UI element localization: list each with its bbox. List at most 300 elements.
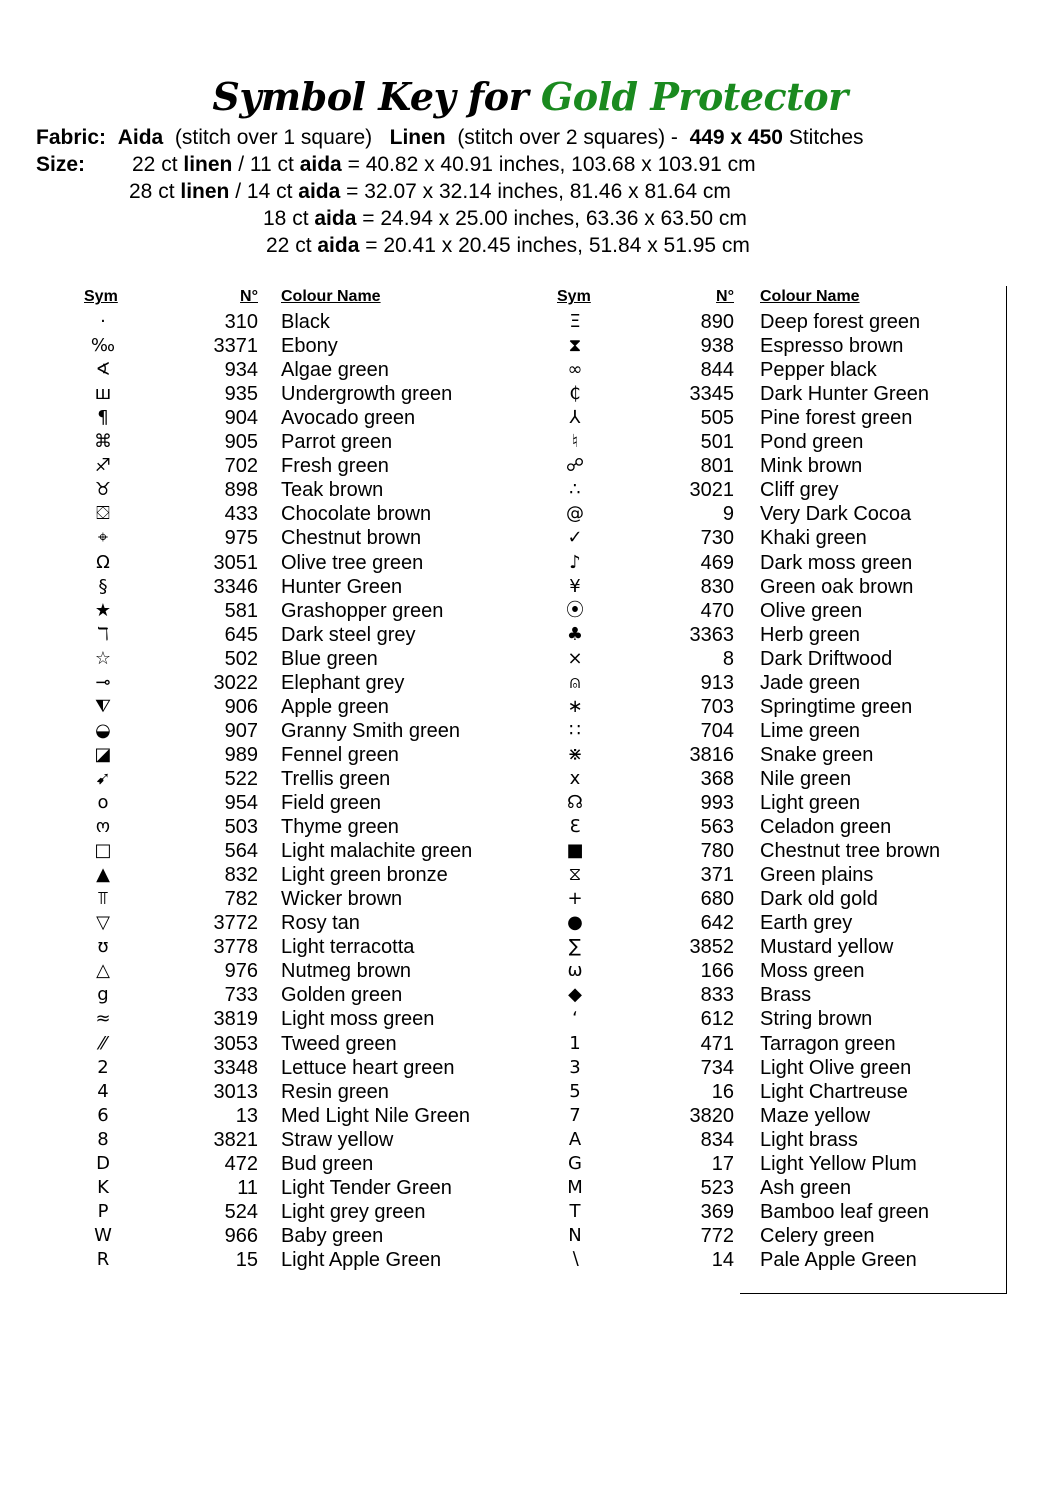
symbol-glyph: ☍ [565, 455, 585, 477]
thread-number: 3021 [689, 479, 734, 502]
header-name-left: Colour Name [281, 288, 381, 305]
thread-number: 834 [700, 1128, 734, 1151]
symbol-glyph: ‰ [90, 335, 116, 357]
colour-name: Tarragon green [760, 1032, 896, 1055]
table-row [0, 406, 1060, 430]
colour-name: Pale Apple Green [760, 1248, 917, 1271]
symbol-glyph: ∢ [95, 359, 111, 381]
size-fabric: aida [317, 234, 360, 257]
symbol-glyph: g [97, 984, 109, 1006]
colour-name: Blue green [281, 647, 378, 670]
symbol-glyph: o [97, 792, 109, 813]
size-count: 22 ct [266, 234, 312, 257]
symbol-glyph: ¶ [97, 407, 109, 429]
symbol-glyph: ∖ [569, 1248, 581, 1270]
symbol-glyph: ⧨ [94, 695, 112, 717]
thread-number: 844 [700, 359, 734, 382]
thread-number: 3371 [213, 335, 258, 358]
thread-number: 3821 [213, 1128, 258, 1151]
colour-name: Chestnut tree brown [760, 840, 941, 863]
symbol-glyph: ω [567, 960, 583, 982]
symbol-glyph: ო [95, 816, 111, 838]
size-count: 28 ct [129, 180, 175, 203]
colour-name: Elephant grey [281, 671, 405, 694]
symbol-glyph: ⧗ [568, 335, 582, 357]
thread-number: 680 [700, 888, 734, 911]
symbol-glyph: ♉ [94, 479, 112, 501]
thread-number: 906 [224, 695, 258, 718]
size-dimensions: = 40.82 x 40.91 inches, 103.68 x 103.91 cm [347, 153, 756, 176]
size-fabric: linen [183, 153, 233, 176]
symbol-glyph: 2 [97, 1056, 109, 1078]
thread-number: 832 [224, 864, 258, 887]
thread-number: 3819 [213, 1008, 258, 1031]
symbol-glyph: ⌘ [94, 431, 112, 453]
table-row [0, 1200, 1060, 1224]
colour-name: Dark Driftwood [760, 647, 893, 670]
colour-name: Teak brown [281, 479, 384, 502]
colour-name: Celadon green [760, 816, 892, 839]
thread-number: 913 [700, 671, 734, 694]
thread-number: 993 [700, 792, 734, 814]
thread-number: 954 [224, 792, 258, 814]
symbol-glyph: ◆ [568, 984, 582, 1006]
thread-number: 522 [224, 767, 258, 790]
colour-name: Nutmeg brown [281, 960, 412, 983]
table-row [0, 671, 1060, 695]
right-border-line [1006, 286, 1007, 1294]
table-row [0, 1248, 1060, 1272]
table-row [0, 599, 1060, 623]
colour-name: Straw yellow [281, 1128, 394, 1151]
symbol-glyph: A [568, 1128, 582, 1150]
colour-name: Bud green [281, 1152, 374, 1175]
thread-number: 904 [224, 407, 258, 430]
colour-name: Chocolate brown [281, 503, 432, 526]
colour-name: Very Dark Cocoa [760, 503, 912, 526]
symbol-glyph: Ω [96, 551, 110, 573]
thread-number: 433 [224, 503, 258, 526]
table-row [0, 743, 1060, 767]
table-row [0, 695, 1060, 719]
table-row [0, 623, 1060, 647]
symbol-glyph: ∷ [569, 719, 581, 741]
colour-name: Herb green [760, 623, 861, 646]
colour-name: Fennel green [281, 743, 399, 766]
table-row [0, 478, 1060, 502]
thread-number: 563 [700, 816, 734, 839]
colour-name: Light malachite green [281, 840, 473, 863]
table-row [0, 526, 1060, 550]
thread-number: 564 [224, 840, 258, 863]
colour-name: Light Apple Green [281, 1248, 442, 1271]
size-fabric-2: aida [299, 153, 342, 176]
colour-name: Green oak brown [760, 575, 914, 598]
thread-number: 702 [224, 455, 258, 478]
colour-name: Ash green [760, 1176, 852, 1199]
colour-name: Light Tender Green [281, 1176, 452, 1199]
thread-number: 369 [700, 1200, 734, 1223]
symbol-glyph: ⊸ [95, 671, 111, 693]
symbol-glyph: ♐ [94, 455, 112, 477]
colour-name: Light Yellow Plum [760, 1152, 917, 1175]
thread-number: 3345 [689, 383, 734, 406]
table-row [0, 1080, 1060, 1104]
table-row [0, 1224, 1060, 1248]
thread-number: 734 [700, 1056, 734, 1079]
symbol-glyph: M [567, 1176, 583, 1198]
colour-name: Celery green [760, 1224, 875, 1247]
page-title [0, 74, 1060, 119]
symbol-glyph: ▲ [96, 864, 110, 886]
symbol-glyph: N [568, 1224, 582, 1246]
size-count-2: / 14 ct [235, 180, 293, 203]
symbol-glyph: ☊ [567, 792, 583, 813]
thread-number: 3346 [213, 575, 258, 598]
colour-name: Hunter Green [281, 575, 403, 598]
symbol-glyph: ● [567, 912, 583, 934]
title-prefix: Symbol Key for [212, 74, 529, 119]
thread-number: 642 [700, 912, 734, 935]
colour-name: Field green [281, 792, 382, 814]
colour-name: Golden green [281, 984, 403, 1007]
symbol-glyph: K [97, 1176, 109, 1198]
symbol-glyph: ♪ [569, 551, 581, 573]
symbol-glyph: ■ [566, 840, 584, 862]
thread-number: 898 [224, 479, 258, 502]
symbol-glyph: G [568, 1152, 582, 1174]
colour-name: Deep forest green [760, 311, 921, 333]
stitch-count: 449 x 450 [689, 126, 783, 149]
table-row [0, 887, 1060, 911]
symbol-glyph: Ɛ [569, 816, 581, 838]
thread-number: 9 [722, 503, 734, 526]
thread-number: 16 [711, 1080, 734, 1103]
symbol-glyph: ▽ [96, 912, 110, 934]
colour-name: Undergrowth green [281, 383, 453, 406]
colour-name: Wicker brown [281, 888, 403, 911]
thread-number: 730 [700, 527, 734, 550]
symbol-glyph: 6 [97, 1104, 109, 1126]
thread-number: 989 [224, 743, 258, 766]
colour-name: Jade green [760, 671, 861, 694]
table-row [0, 1104, 1060, 1128]
symbol-glyph: R [96, 1248, 110, 1270]
symbol-glyph: ⁄⁄ [99, 1032, 106, 1054]
thread-number: 13 [235, 1104, 258, 1127]
thread-number: 14 [711, 1248, 734, 1271]
symbol-glyph: ʻ [572, 1008, 578, 1030]
colour-name: String brown [760, 1008, 873, 1031]
thread-number: 782 [224, 888, 258, 911]
thread-number: 645 [224, 623, 258, 646]
table-row [0, 959, 1060, 983]
symbol-glyph: ◒ [95, 719, 111, 741]
colour-name: Light green bronze [281, 864, 448, 887]
thread-number: 966 [224, 1224, 258, 1247]
fabric-label: Fabric: [36, 126, 107, 149]
header-num-right: N° [716, 288, 734, 305]
symbol-glyph: + [567, 888, 583, 910]
fabric-aida-note: (stitch over 1 square) [174, 126, 373, 149]
colour-name: Algae green [281, 359, 389, 382]
thread-number: 801 [700, 455, 734, 478]
symbol-glyph: ¥ [569, 575, 581, 597]
symbol-glyph: ⫪ [97, 888, 109, 910]
table-row [0, 647, 1060, 671]
size-dimensions: = 32.07 x 32.14 inches, 81.46 x 81.64 cm [346, 180, 731, 203]
thread-number: 3022 [213, 671, 258, 694]
colour-name: Maze yellow [760, 1104, 871, 1127]
symbol-glyph: @ [566, 503, 584, 525]
thread-number: 472 [224, 1152, 258, 1175]
symbol-glyph: ≈ [95, 1008, 111, 1030]
size-dimensions: = 24.94 x 25.00 inches, 63.36 x 63.50 cm [362, 207, 747, 230]
table-row [0, 1007, 1060, 1031]
thread-number: 3363 [689, 623, 734, 646]
table-row [0, 1176, 1060, 1200]
thread-number: 772 [700, 1224, 734, 1247]
thread-number: 935 [224, 383, 258, 406]
symbol-glyph: ⍝ [569, 671, 581, 693]
thread-number: 3820 [689, 1104, 734, 1127]
thread-number: 703 [700, 695, 734, 718]
thread-number: 505 [700, 407, 734, 430]
thread-number: 310 [224, 311, 258, 333]
thread-number: 733 [224, 984, 258, 1007]
size-count-2: / 11 ct [238, 153, 294, 176]
colour-name: Dark steel grey [281, 623, 416, 646]
thread-number: 3053 [213, 1032, 258, 1055]
thread-number: 612 [700, 1008, 734, 1031]
colour-name: Light brass [760, 1128, 858, 1151]
colour-name: Mink brown [760, 455, 863, 478]
colour-name: Avocado green [281, 407, 416, 430]
colour-name: Parrot green [281, 431, 393, 454]
symbol-glyph: ◪ [94, 743, 112, 765]
symbol-glyph: 4 [97, 1080, 109, 1102]
thread-number: 581 [224, 599, 258, 622]
thread-number: 3772 [213, 912, 258, 935]
thread-number: 905 [224, 431, 258, 454]
symbol-glyph: ℸ [97, 623, 109, 645]
colour-name: Dark old gold [760, 888, 878, 911]
symbol-glyph: 8 [97, 1128, 109, 1150]
thread-number: 368 [700, 767, 734, 790]
colour-name: Earth grey [760, 912, 853, 935]
colour-name: Light green [760, 792, 861, 814]
colour-name: Pepper black [760, 359, 877, 382]
header-name-right: Colour Name [760, 288, 860, 305]
thread-number: 3348 [213, 1056, 258, 1079]
table-row [0, 1032, 1060, 1056]
table-row [0, 551, 1060, 575]
table-row [0, 911, 1060, 935]
colour-name: Light Olive green [760, 1056, 912, 1079]
table-row [0, 310, 1060, 334]
colour-name: Snake green [760, 743, 874, 766]
colour-name: Light Chartreuse [760, 1080, 908, 1103]
colour-name: Pond green [760, 431, 864, 454]
table-row [0, 575, 1060, 599]
symbol-glyph: ★ [94, 599, 112, 621]
colour-name: Black [281, 311, 330, 333]
fabric-line [36, 125, 864, 151]
thread-number: 502 [224, 647, 258, 670]
thread-number: 3852 [689, 936, 734, 959]
colour-name: Moss green [760, 960, 865, 983]
symbol-glyph: ⌖ [97, 527, 109, 549]
thread-number: 8 [722, 647, 734, 670]
thread-number: 975 [224, 527, 258, 550]
symbol-glyph: ⧖ [568, 864, 582, 886]
colour-name: Grashopper green [281, 599, 444, 622]
colour-name: Dark moss green [760, 551, 913, 574]
colour-name: Trellis green [281, 767, 391, 790]
table-row [0, 791, 1060, 815]
thread-number: 3013 [213, 1080, 258, 1103]
thread-number: 830 [700, 575, 734, 598]
symbol-glyph: △ [96, 960, 110, 982]
table-row [0, 1056, 1060, 1080]
thread-number: 503 [224, 816, 258, 839]
symbol-glyph: ♣ [566, 623, 584, 645]
symbol-glyph: x [569, 767, 581, 789]
symbol-glyph: ✓ [567, 527, 583, 549]
title-pattern-name: Gold Protector [540, 74, 848, 119]
fabric-linen: Linen [389, 126, 446, 149]
size-line-4 [266, 233, 750, 259]
symbol-glyph: ⛋ [96, 503, 110, 525]
colour-name: Dark Hunter Green [760, 383, 929, 406]
symbol-glyph: 5 [569, 1080, 581, 1102]
thread-number: 704 [700, 719, 734, 742]
symbol-glyph: ʊ [97, 936, 109, 958]
size-dimensions: = 20.41 x 20.45 inches, 51.84 x 51.95 cm [365, 234, 750, 257]
thread-number: 3778 [213, 936, 258, 959]
colour-name: Bamboo leaf green [760, 1200, 930, 1223]
thread-number: 3816 [689, 743, 734, 766]
size-count: 22 ct [132, 153, 178, 176]
symbol-glyph: ⨯ [567, 647, 583, 669]
thread-number: 907 [224, 719, 258, 742]
thread-number: 523 [700, 1176, 734, 1199]
symbol-glyph: ♮ [571, 431, 579, 453]
colour-name: Springtime green [760, 695, 913, 718]
table-row [0, 430, 1060, 454]
symbol-glyph: ∗ [567, 695, 583, 717]
table-row [0, 839, 1060, 863]
colour-name: Fresh green [281, 455, 389, 478]
size-fabric: aida [314, 207, 357, 230]
symbol-glyph: □ [94, 840, 112, 862]
colour-name: Tweed green [281, 1032, 397, 1055]
colour-name: Light moss green [281, 1008, 435, 1031]
table-row [0, 358, 1060, 382]
colour-name: Ebony [281, 335, 338, 358]
symbol-glyph: · [100, 311, 106, 332]
colour-name: Brass [760, 984, 812, 1007]
header-sym-right: Sym [557, 288, 591, 305]
thread-number: 833 [700, 984, 734, 1007]
symbol-glyph: ⋇ [567, 743, 583, 765]
colour-name: Apple green [281, 695, 389, 718]
header-sym-left: Sym [84, 288, 118, 305]
colour-name: Pine forest green [760, 407, 913, 430]
symbol-glyph: 7 [569, 1104, 581, 1126]
thread-number: 934 [224, 359, 258, 382]
thread-number: 938 [700, 335, 734, 358]
table-row [0, 1152, 1060, 1176]
symbol-glyph: ☆ [94, 647, 112, 669]
colour-name: Espresso brown [760, 335, 904, 358]
thread-number: 3051 [213, 551, 258, 574]
size-label-text: Size: [36, 153, 86, 176]
thread-number: 780 [700, 840, 734, 863]
thread-number: 501 [700, 431, 734, 454]
thread-number: 890 [700, 311, 734, 333]
table-row [0, 983, 1060, 1007]
size-count: 18 ct [263, 207, 309, 230]
thread-number: 166 [700, 960, 734, 983]
fabric-linen-note: (stitch over 2 squares) - [457, 126, 678, 149]
thread-number: 469 [700, 551, 734, 574]
symbol-glyph: ₵ [569, 383, 581, 405]
table-row [0, 382, 1060, 406]
table-row [0, 815, 1060, 839]
symbol-glyph: ➹ [95, 767, 111, 789]
colour-name: Olive tree green [281, 551, 424, 574]
colour-name: Olive green [760, 599, 863, 622]
symbol-glyph: ⅄ [569, 407, 581, 429]
thread-number: 371 [700, 864, 734, 887]
table-row [0, 719, 1060, 743]
symbol-glyph: § [98, 575, 108, 597]
symbol-glyph: ∑ [568, 936, 582, 958]
colour-name: Nile green [760, 767, 852, 790]
table-row [0, 935, 1060, 959]
colour-name: Chestnut brown [281, 527, 422, 550]
colour-name: Green plains [760, 864, 874, 887]
colour-name: Light terracotta [281, 936, 415, 959]
symbol-glyph: 3 [569, 1056, 581, 1078]
colour-name: Lettuce heart green [281, 1056, 455, 1079]
header-num-left: N° [240, 288, 258, 305]
thread-number: 470 [700, 599, 734, 622]
symbol-glyph: ⦿ [566, 599, 584, 621]
thread-number: 11 [237, 1176, 258, 1199]
thread-number: 471 [700, 1032, 734, 1055]
thread-number: 15 [235, 1248, 258, 1271]
symbol-glyph: Ξ [569, 311, 581, 332]
table-row [0, 454, 1060, 478]
colour-name: Mustard yellow [760, 936, 894, 959]
size-line-2 [129, 179, 731, 205]
table-row [0, 502, 1060, 526]
size-fabric-2: aida [298, 180, 341, 203]
symbol-glyph: T [569, 1200, 581, 1222]
symbol-glyph: ∴ [569, 479, 581, 501]
symbol-glyph: ш [94, 383, 112, 405]
colour-name: Lime green [760, 719, 861, 742]
colour-name: Khaki green [760, 527, 867, 550]
stitch-word: Stitches [788, 126, 864, 149]
thread-number: 524 [224, 1200, 258, 1223]
symbol-glyph: P [97, 1200, 109, 1222]
table-row [0, 767, 1060, 791]
colour-name: Resin green [281, 1080, 389, 1103]
colour-name: Granny Smith green [281, 719, 460, 742]
